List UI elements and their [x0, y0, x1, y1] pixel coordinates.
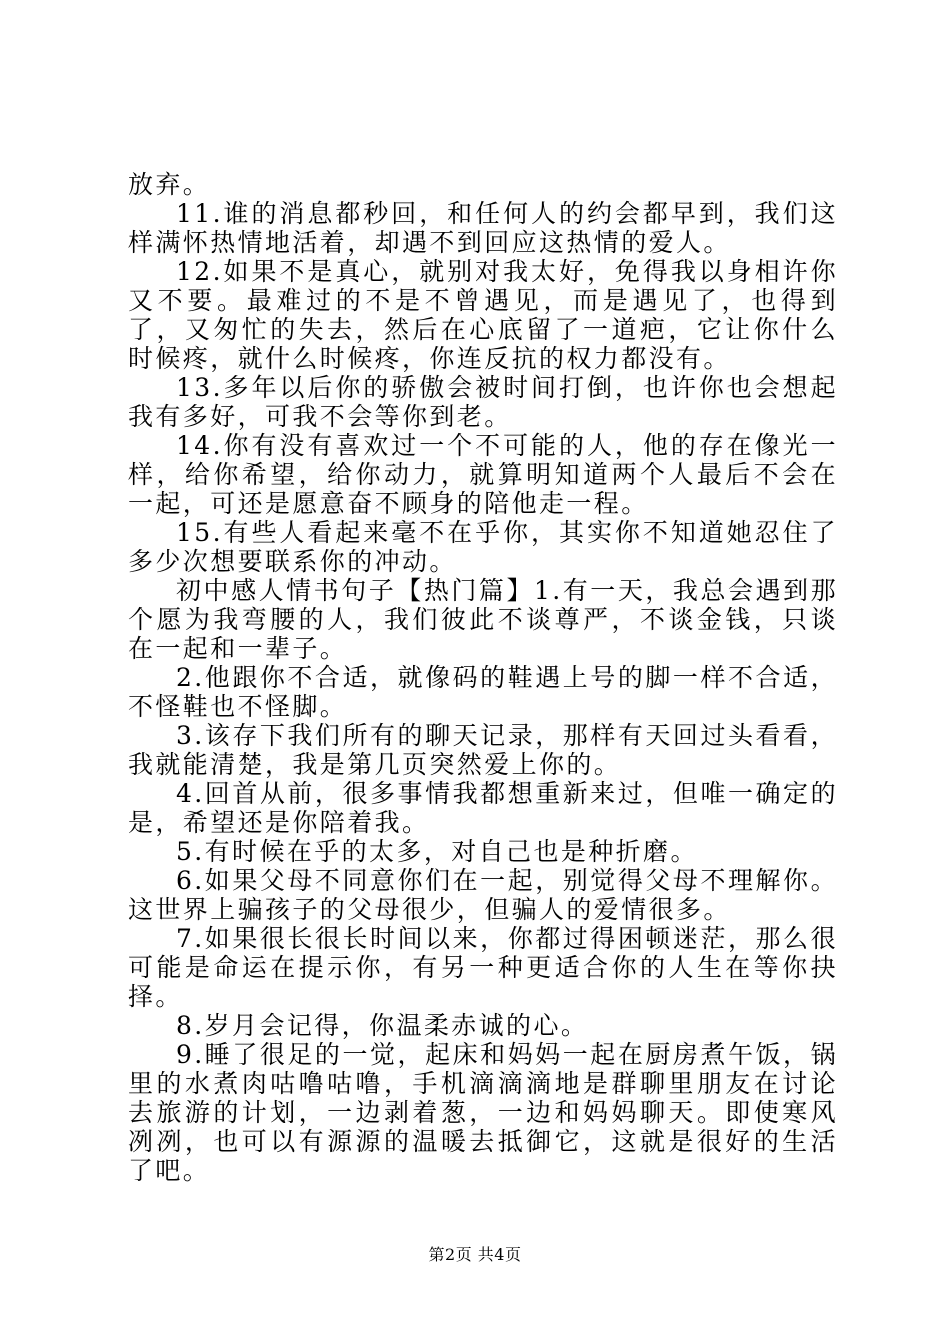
paragraph-item-3: 3.该存下我们所有的聊天记录，那样有天回过头看看，我就能清楚，我是第几页突然爱上你的。	[128, 721, 838, 779]
paragraph-item-12: 12.如果不是真心，就别对我太好，免得我以身相许你又不要。最难过的不是不曾遇见，而是遇见了，也得到了，又匆忙的失去，然后在心底留了一道疤，它让你什么时候疼，就什么时候疼，你连反抗的权力都没有。	[128, 257, 838, 373]
paragraph-item-4: 4.回首从前，很多事情我都想重新来过，但唯一确定的是，希望还是你陪着我。	[128, 779, 838, 837]
paragraph-item-6: 6.如果父母不同意你们在一起，别觉得父母不理解你。这世界上骗孩子的父母很少，但骗人的爱情很多。	[128, 866, 838, 924]
paragraph-item-9: 9.睡了很足的一觉，起床和妈妈一起在厨房煮午饭，锅里的水煮肉咕噜咕噜，手机滴滴滴地是群聊里朋友在讨论去旅游的计划，一边剥着葱，一边和妈妈聊天。即使寒风冽冽，也可以有源源的温暖去抵御它，这就是很好的生活了吧。	[128, 1040, 838, 1185]
paragraph-item-15: 15.有些人看起来毫不在乎你，其实你不知道她忍住了多少次想要联系你的冲动。	[128, 518, 838, 576]
paragraph-item-14: 14.你有没有喜欢过一个不可能的人，他的存在像光一样，给你希望，给你动力，就算明知道两个人最后不会在一起，可还是愿意奋不顾身的陪他走一程。	[128, 431, 838, 518]
page-number-footer: 第2页 共4页	[428, 1245, 522, 1264]
paragraph-item-5: 5.有时候在乎的太多，对自己也是种折磨。	[176, 837, 698, 866]
paragraph-continuation: 放弃。	[128, 170, 211, 199]
paragraph-item-8: 8.岁月会记得，你温柔赤诚的心。	[176, 1011, 589, 1040]
paragraph-item-13: 13.多年以后你的骄傲会被时间打倒，也许你也会想起我有多好，可我不会等你到老。	[128, 373, 838, 431]
document-body	[128, 170, 838, 1185]
paragraph-item-7: 7.如果很长很长时间以来，你都过得困顿迷茫，那么很可能是命运在提示你，有另一种更适合你的人生在等你抉择。	[128, 924, 838, 1011]
paragraph-item-2: 2.他跟你不合适，就像码的鞋遇上号的脚一样不合适，不怪鞋也不怪脚。	[128, 663, 838, 721]
paragraph-item-11: 11.谁的消息都秒回，和任何人的约会都早到，我们这样满怀热情地活着，却遇不到回应这热情的爱人。	[128, 199, 838, 257]
section-heading-paragraph: 初中感人情书句子【热门篇】1.有一天，我总会遇到那个愿为我弯腰的人，我们彼此不谈尊严，不谈金钱，只谈在一起和一辈子。	[128, 576, 838, 663]
